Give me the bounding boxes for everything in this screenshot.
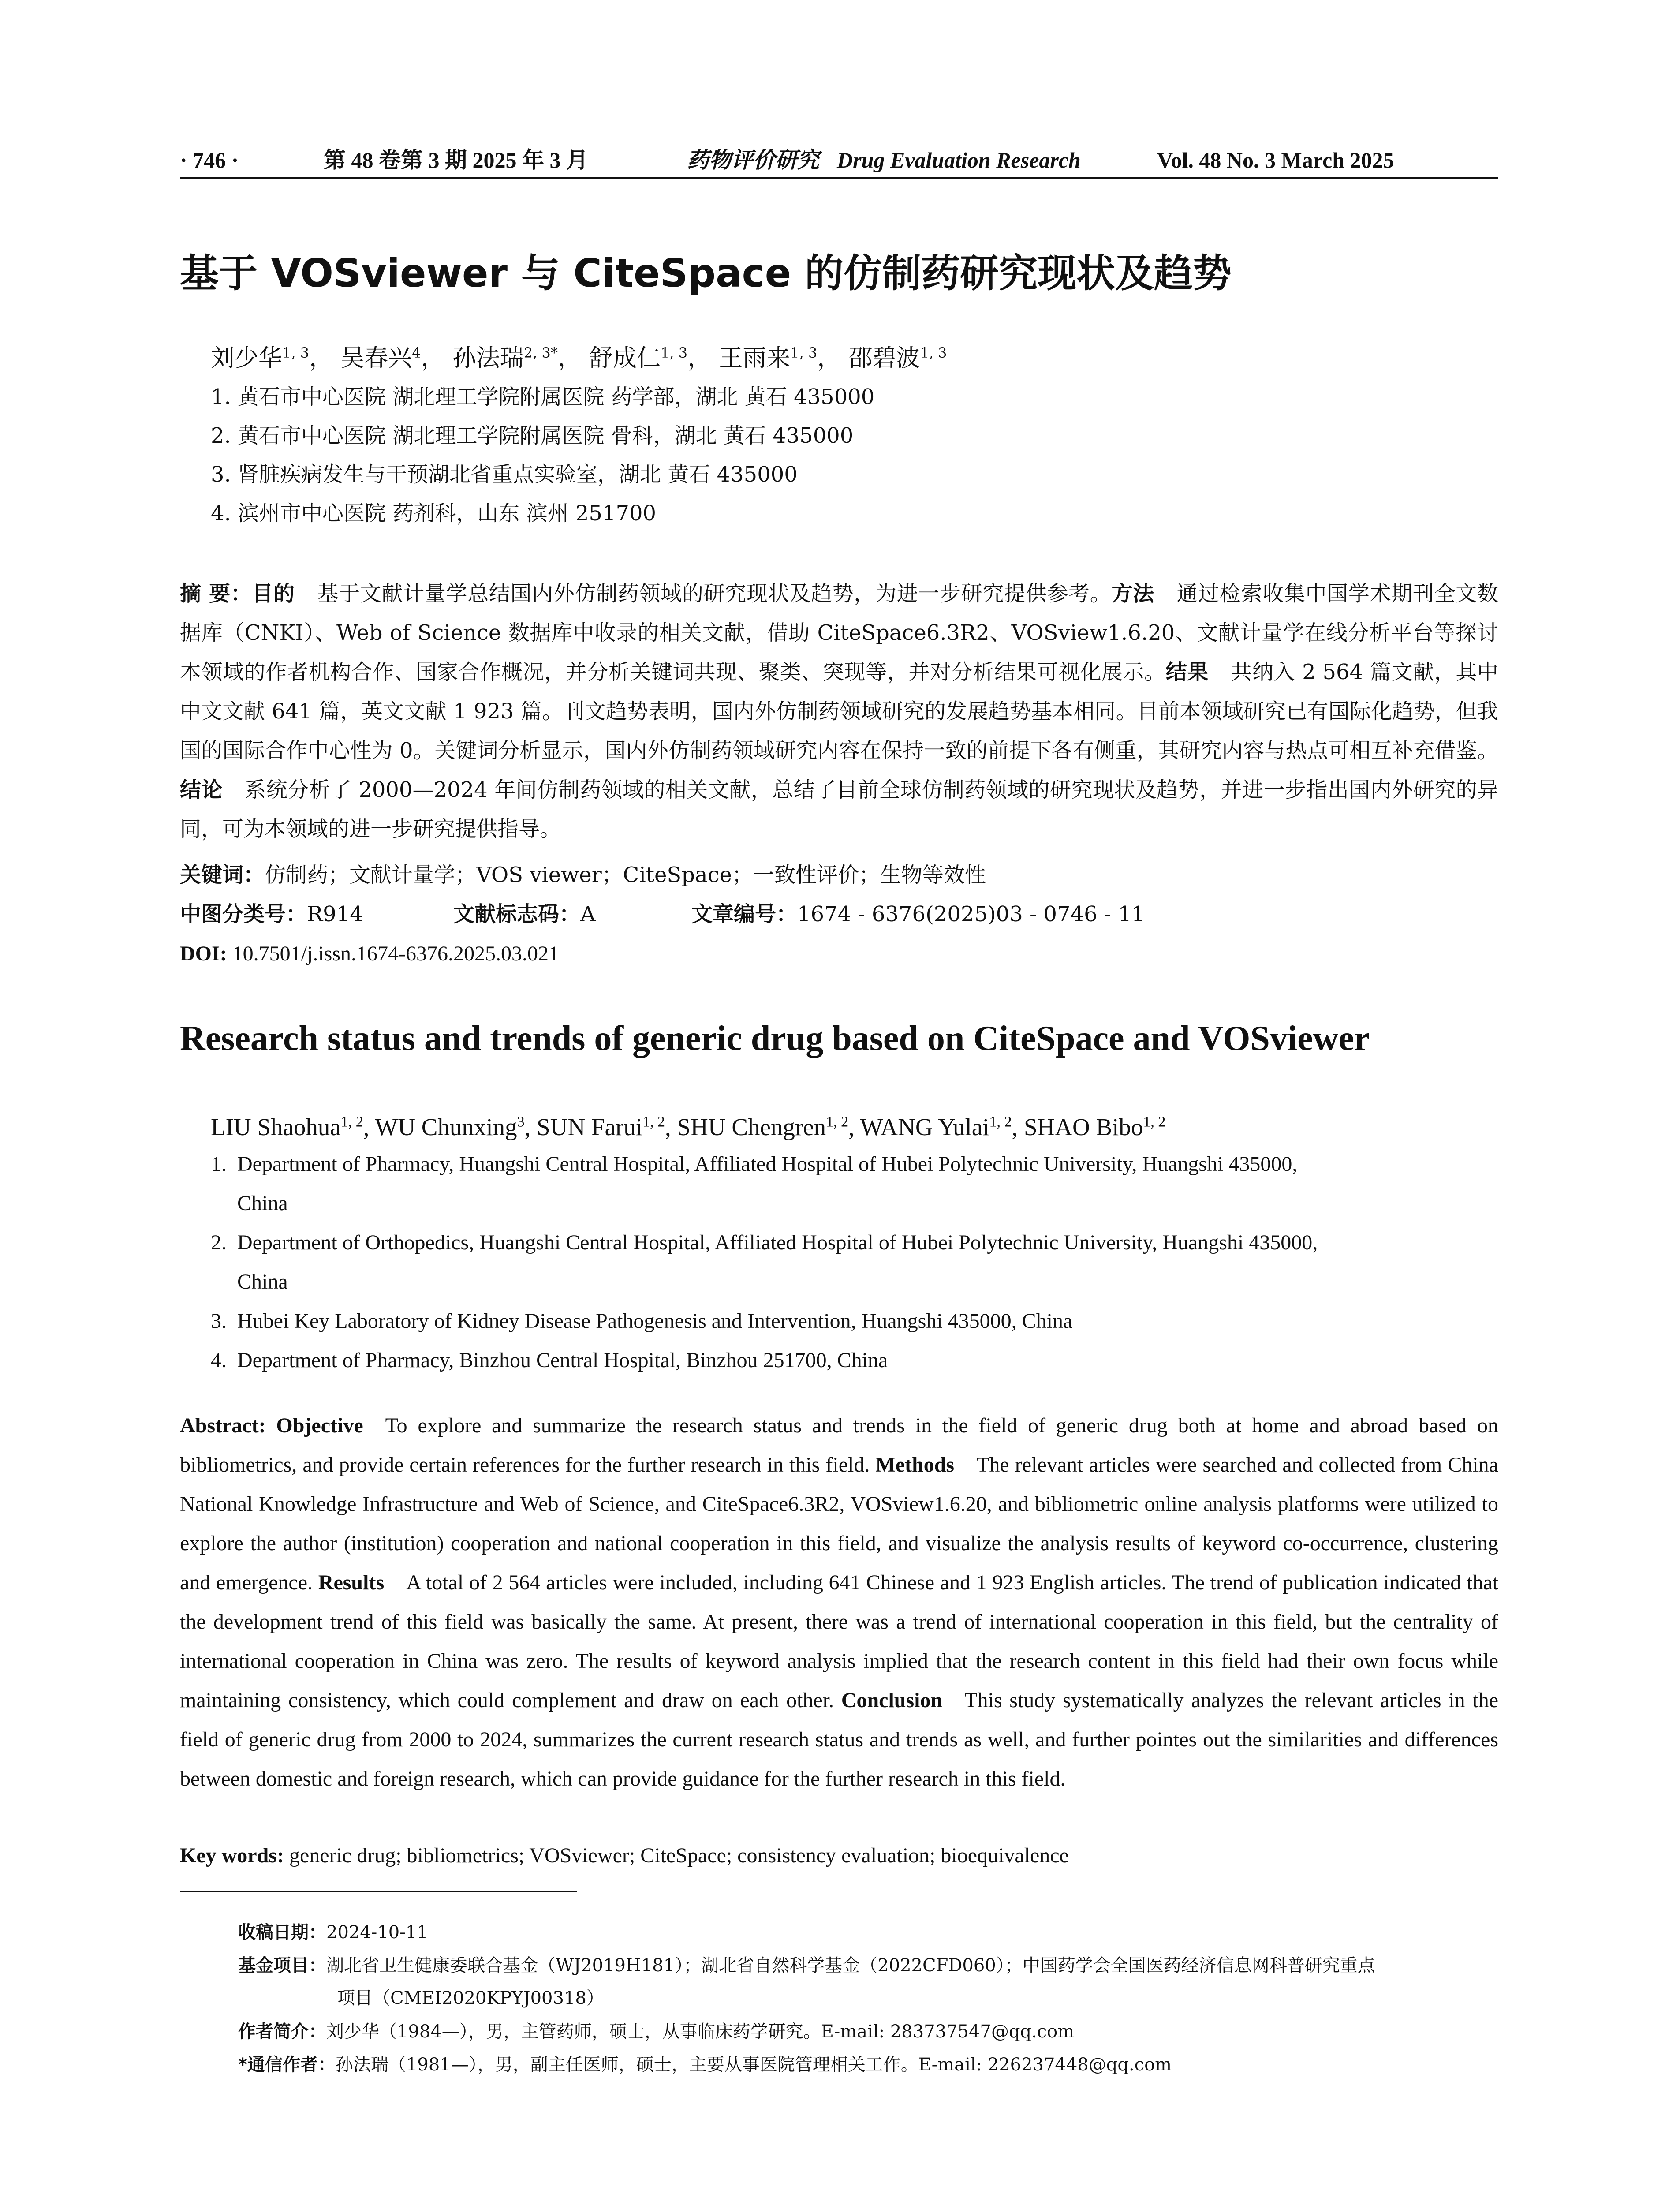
objective-cn-label: 目的 (252, 581, 295, 606)
authors-en: LIU Shaohua$^{1, 2}$, WU Chunxing$^3$, SUN Farui$^{1, 2}$, SHU Chengren$^{1, 2}$, WANG Yulai$^{1, 2}$, SHAO Bibo$^{1, 2}$ (211, 1114, 1166, 1141)
results-cn: 共纳入 2 564 篇文献，其中中文文献 641 篇，英文文献 1 923 篇。刊文趋势表明，国内外仿制药领域研究的发展趋势基本相同。目前本领域研究已有国际化趋势，但我国的国际合作中心性为 0。关键词分析显示，国内外仿制药领域研究内容在保持一致的前提下各有侧重，其研究内容与热点可相互补充借鉴。 (180, 660, 1498, 763)
doi-line (180, 934, 559, 973)
conclusion-en-label: Conclusion (841, 1689, 943, 1712)
footnote-fund: 基金项目：湖北省卫生健康委联合基金（WJ2019H181）；湖北省自然科学基金（2022CFD060）；中国药学会全国医药经济信息网科普研究重点 项目（CMEI2020KPYJ00318） (238, 1955, 1375, 2008)
author-en: SHAO Bibo$^{1, 2}$ (1023, 1114, 1166, 1141)
affiliation-cn: 1. 黄石市中心医院 湖北理工学院附属医院 药学部，湖北 黄石 435000 (211, 385, 875, 409)
title-en: Research status and trends of generic drug based on CiteSpace and VOSviewer (180, 1019, 1370, 1058)
author-cn: 刘少华$^{1, 3}$ (211, 344, 310, 372)
affiliation-cn: 3. 肾脏疾病发生与干预湖北省重点实验室，湖北 黄石 435000 (211, 462, 798, 487)
affiliation-en: 1. Department of Pharmacy, Huangshi Central Hospital, Affiliated Hospital of Hubei Polytechnic University, Huangshi 435000, China (211, 1152, 1298, 1215)
abstract-cn (180, 574, 1498, 849)
objective-cn: 基于文献计量学总结国内外仿制药领域的研究现状及趋势，为进一步研究提供参考。 (317, 581, 1112, 606)
keywords-cn-text: 仿制药；文献计量学；VOS viewer；CiteSpace；一致性评价；生物等效性 (265, 863, 986, 887)
header-rule (180, 177, 1498, 179)
abstract-cn-label: 摘 要： (180, 581, 252, 606)
conclusion-en: This study systematically analyzes the relevant articles in the field of generic drug from 2000 to 2024, summarizes the current research status and trends as well, and further pointes out the similarities and differences between domestic and foreign research, which can provide guidance for the further research in this field. (180, 1689, 1499, 1790)
methods-cn-label: 方法 (1111, 581, 1154, 606)
conclusion-cn: 系统分析了 2000—2024 年间仿制药领域的相关文献，总结了目前全球仿制药领域的研究现状及趋势，并进一步指出国内外研究的异同，可为本领域的进一步研究提供指导。 (180, 777, 1498, 841)
footnote-corresponding: *通信作者：孙法瑞（1981—），男，副主任医师，硕士，主要从事医院管理相关工作。E-mail: 226237448@qq.com (238, 2055, 1172, 2075)
objective-en: To explore and summarize the research status and trends in the field of generic drug both at home and abroad based on bibliometrics, and provide certain references for the further research in this field. (180, 1414, 1499, 1476)
clc-label: 中图分类号： (180, 902, 307, 927)
article-label: 文章编号： (691, 902, 798, 927)
authors-cn: 刘少华$^{1, 3}$， 吴春兴$^4$， 孙法瑞$^{2, 3*}$， 舒成仁$^{1, 3}$， 王雨来$^{1, 3}$， 邵碧波$^{1, 3}$ (211, 344, 947, 372)
methods-en-label: Methods (875, 1453, 955, 1476)
author-cn: 孙法瑞$^{2, 3*}$ (452, 344, 558, 372)
keywords-cn (180, 856, 986, 895)
journal-name: Drug Evaluation Research (837, 148, 1081, 172)
page-number: · 746 · (180, 148, 239, 172)
author-en: WANG Yulai$^{1, 2}$ (860, 1114, 1012, 1141)
doc-value: A (580, 902, 596, 927)
doi-label: DOI: (180, 942, 227, 965)
doc-label: 文献标志码： (453, 902, 581, 927)
classification-line (180, 895, 1145, 934)
affiliation-en: 4. Department of Pharmacy, Binzhou Central Hospital, Binzhou 251700, China (211, 1349, 888, 1372)
author-cn: 邵碧波$^{1, 3}$ (848, 344, 947, 372)
author-en: WU Chunxing$^3$ (375, 1114, 525, 1141)
author-cn: 舒成仁$^{1, 3}$ (589, 344, 688, 372)
footnote-author: 作者简介：刘少华（1984—），男，主管药师，硕士，从事临床药学研究。E-mail: 283737547@qq.com (238, 2022, 1075, 2042)
doi-value: 10.7501/j.issn.1674-6376.2025.03.021 (232, 942, 560, 965)
author-cn: 王雨来$^{1, 3}$ (719, 344, 818, 372)
methods-en: The relevant articles were searched and collected from China National Knowledge Infrastructure and Web of Science, and CiteSpace6.3R2, VOSview1.6.20, and bibliometric online analysis platforms were utilized to explore the author (institution) cooperation and national cooperation in this field, and visualize the analysis results of keyword co-occurrence, clustering and emergence. (180, 1453, 1498, 1594)
author-cn: 吴春兴$^4$ (340, 344, 421, 372)
journal-logo: 药物评价研究 (687, 147, 819, 173)
author-en: SUN Farui$^{1, 2}$ (537, 1114, 665, 1141)
affiliation-en: 2. Department of Orthopedics, Huangshi Central Hospital, Affiliated Hospital of Hubei Polytechnic University, Huangshi 435000, China (211, 1231, 1318, 1293)
running-header (180, 140, 1498, 180)
conclusion-cn-label: 结论 (180, 777, 223, 802)
title-cn: 基于 VOSviewer 与 CiteSpace 的仿制药研究现状及趋势 (180, 250, 1232, 296)
author-en: SHU Chengren$^{1, 2}$ (677, 1114, 849, 1141)
affiliation-cn: 2. 黄石市中心医院 湖北理工学院附属医院 骨科，湖北 黄石 435000 (211, 423, 854, 448)
objective-en-label: Objective (276, 1414, 363, 1437)
footnote-received: 收稿日期：2024-10-11 (238, 1922, 428, 1943)
keywords-cn-label: 关键词： (180, 863, 265, 887)
author-en: LIU Shaohua$^{1, 2}$ (211, 1114, 363, 1141)
issue-cn: 第 48 卷第 3 期 2025 年 3 月 (324, 148, 588, 172)
abstract-en (180, 1406, 1498, 1798)
keywords-en-text: generic drug; bibliometrics; VOSviewer; CiteSpace; consistency evaluation; bioequivalence (289, 1844, 1069, 1867)
results-en-label: Results (318, 1571, 385, 1594)
issue-en: Vol. 48 No. 3 March 2025 (1157, 148, 1394, 172)
keywords-en (180, 1836, 1498, 1875)
clc-value: R914 (307, 902, 363, 927)
methods-cn: 通过检索收集中国学术期刊全文数据库（CNKI）、Web of Science 数据库中收录的相关文献，借助 CiteSpace6.3R2、VOSview1.6.20、文献计量学在线分析平台等探讨本领域的作者机构合作、国家合作概况，并分析关键词共现、聚类、突现等，并对分析结果可视化展示。 (180, 581, 1498, 684)
results-en: A total of 2 564 articles were included, including 641 Chinese and 1 923 English articles. The trend of publication indicated that the development trend of this field was basically the same. At present, there was a trend of international cooperation in this field, but the centrality of international cooperation in China was zero. The results of keyword analysis implied that the research content in this field had their own focus while maintaining consistency, which could complement and draw on each other. (180, 1571, 1499, 1712)
results-cn-label: 结果 (1165, 660, 1209, 684)
footnote-rule (180, 1891, 577, 1892)
abstract-en-label: Abstract: (180, 1414, 266, 1437)
affiliation-en: 3. Hubei Key Laboratory of Kidney Disease Pathogenesis and Intervention, Huangshi 435000, China (211, 1309, 1073, 1333)
keywords-en-label: Key words: (180, 1844, 284, 1867)
article-value: 1674 - 6376(2025)03 - 0746 - 11 (797, 902, 1145, 927)
affiliation-cn: 4. 滨州市中心医院 药剂科，山东 滨州 251700 (211, 501, 657, 526)
